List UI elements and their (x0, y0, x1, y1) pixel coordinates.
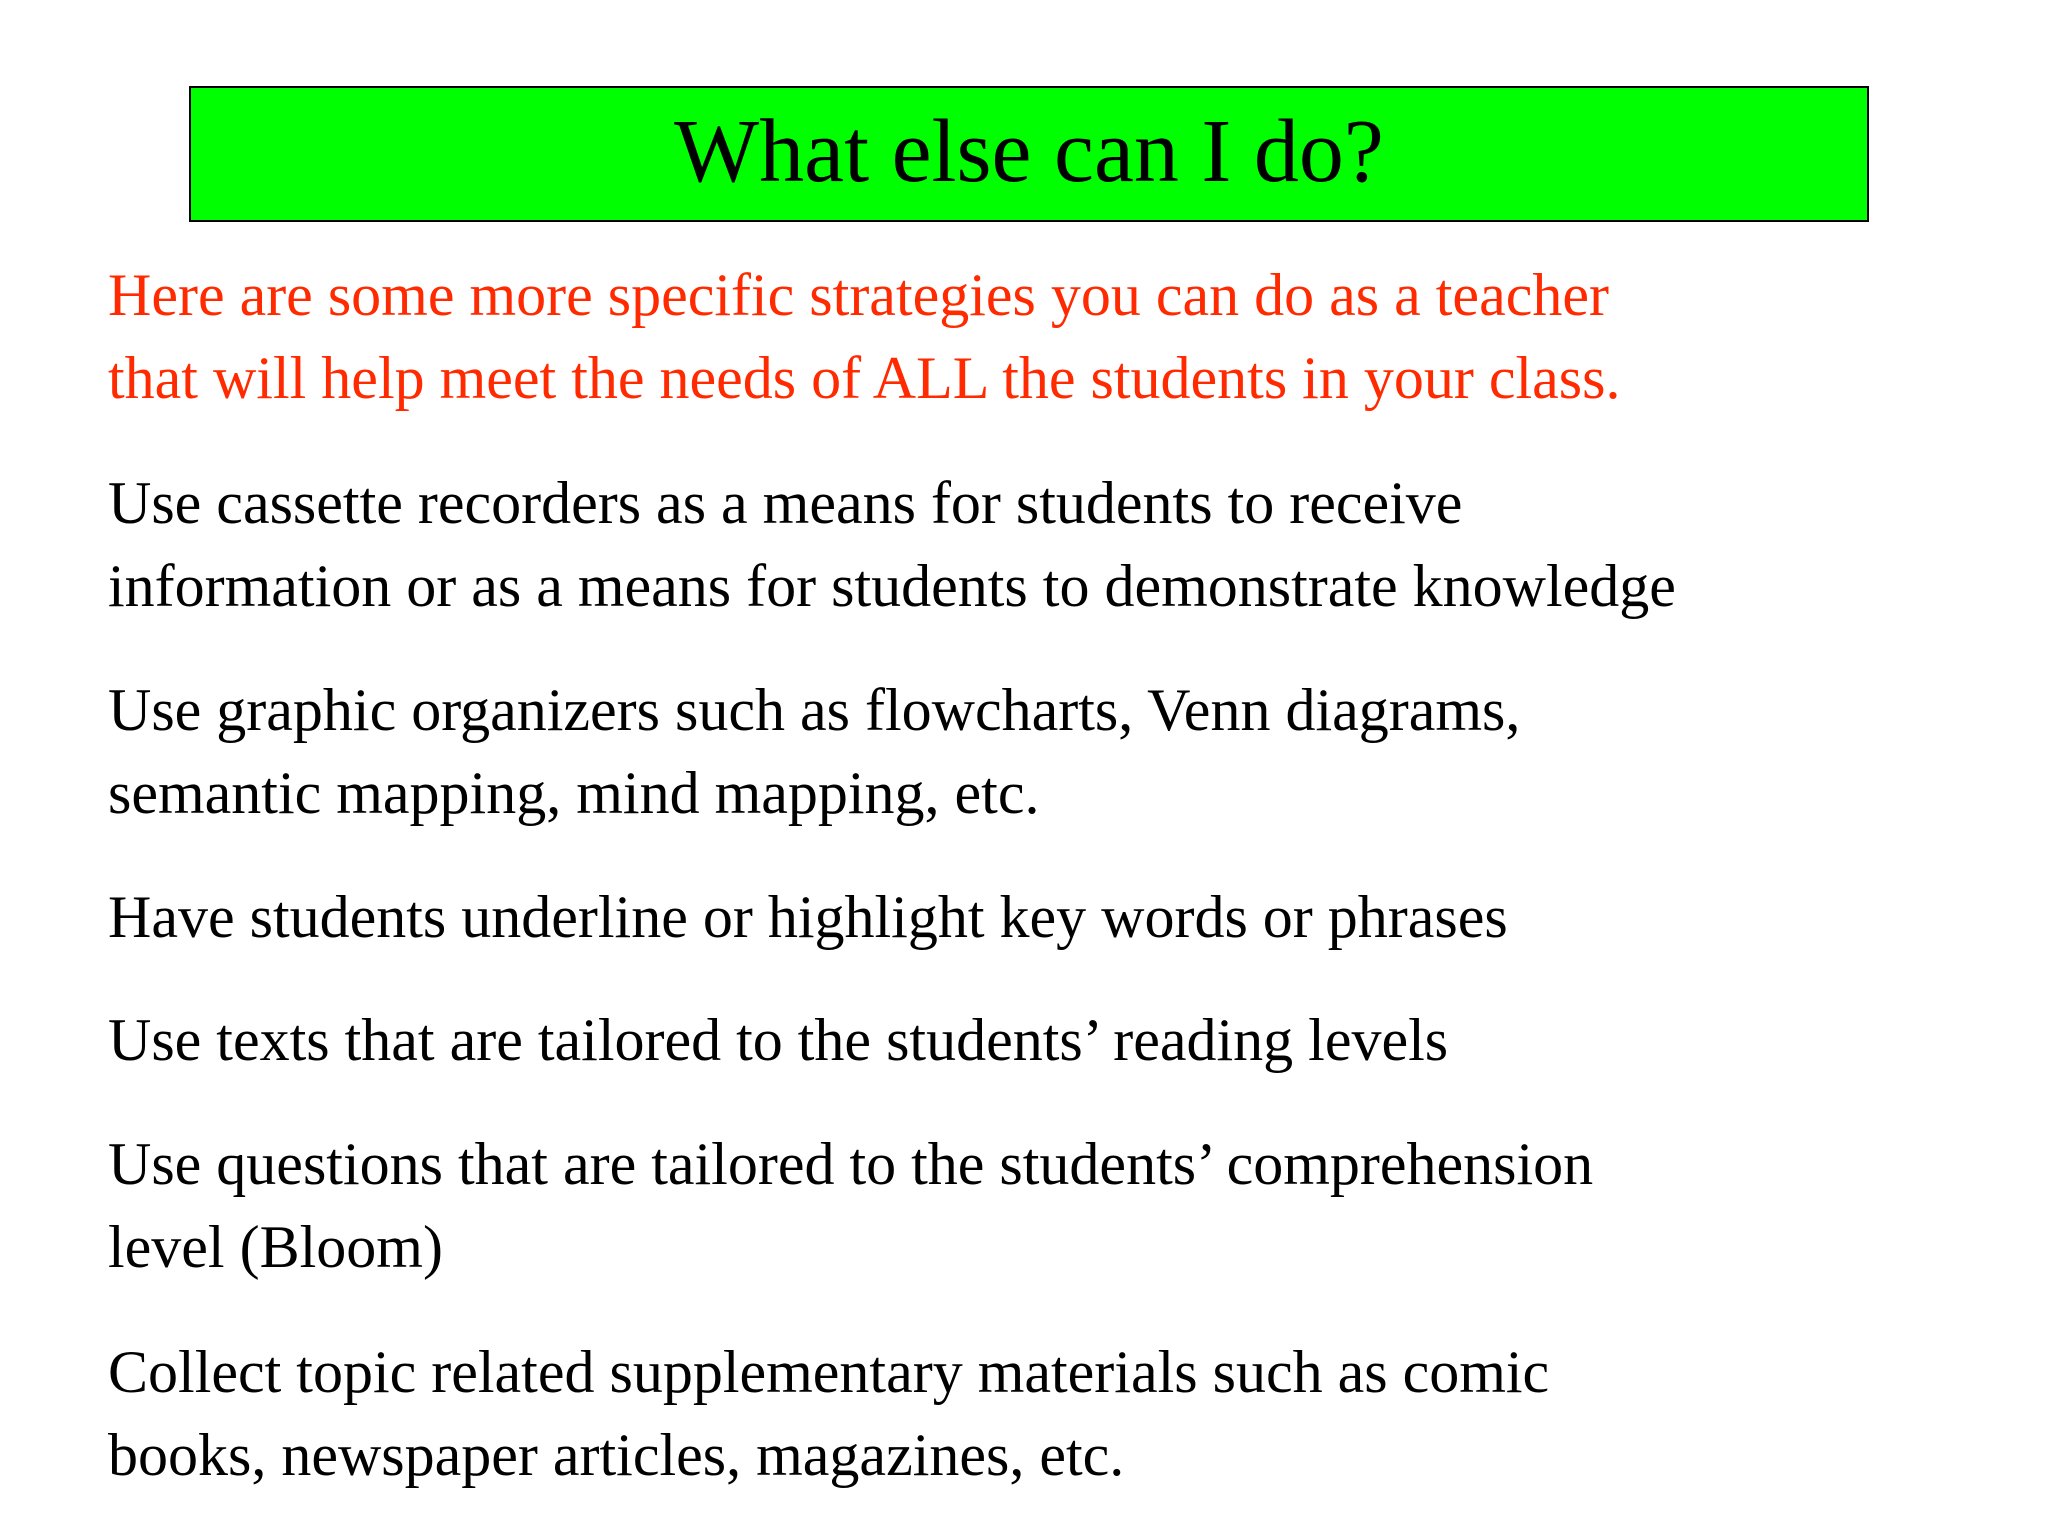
strategy-underline-highlight (108, 876, 1508, 959)
intro-paragraph (108, 254, 1620, 420)
strategy-6-line-1: Collect topic related supplementary materials such as comic (108, 1339, 1550, 1405)
strategy-2-line-2: semantic mapping, mind mapping, etc. (108, 760, 1040, 826)
strategy-graphic-organizers (108, 669, 1520, 835)
title-box (189, 86, 1869, 222)
strategy-cassette-recorders (108, 462, 1676, 628)
strategy-tailored-texts (108, 999, 1448, 1082)
strategy-3-line-1: Have students underline or highlight key words or phrases (108, 884, 1508, 950)
strategy-1-line-2: information or as a means for students to demonstrate knowledge (108, 553, 1676, 619)
intro-line-1: Here are some more specific strategies you can do as a teacher (108, 262, 1609, 328)
strategy-2-line-1: Use graphic organizers such as flowcharts, Venn diagrams, (108, 677, 1521, 743)
intro-line-2: that will help meet the needs of ALL the students in your class. (108, 345, 1621, 411)
strategy-6-line-2: books, newspaper articles, magazines, etc. (108, 1422, 1125, 1488)
slide-title: What else can I do? (674, 102, 1384, 201)
strategy-tailored-questions (108, 1123, 1593, 1289)
strategy-4-line-1: Use texts that are tailored to the students’ reading levels (108, 1007, 1449, 1073)
strategy-1-line-1: Use cassette recorders as a means for students to receive (108, 470, 1463, 536)
strategy-5-line-2: level (Bloom) (108, 1214, 443, 1280)
strategy-5-line-1: Use questions that are tailored to the students’ comprehension (108, 1131, 1594, 1197)
strategy-supplementary-materials (108, 1331, 1549, 1497)
